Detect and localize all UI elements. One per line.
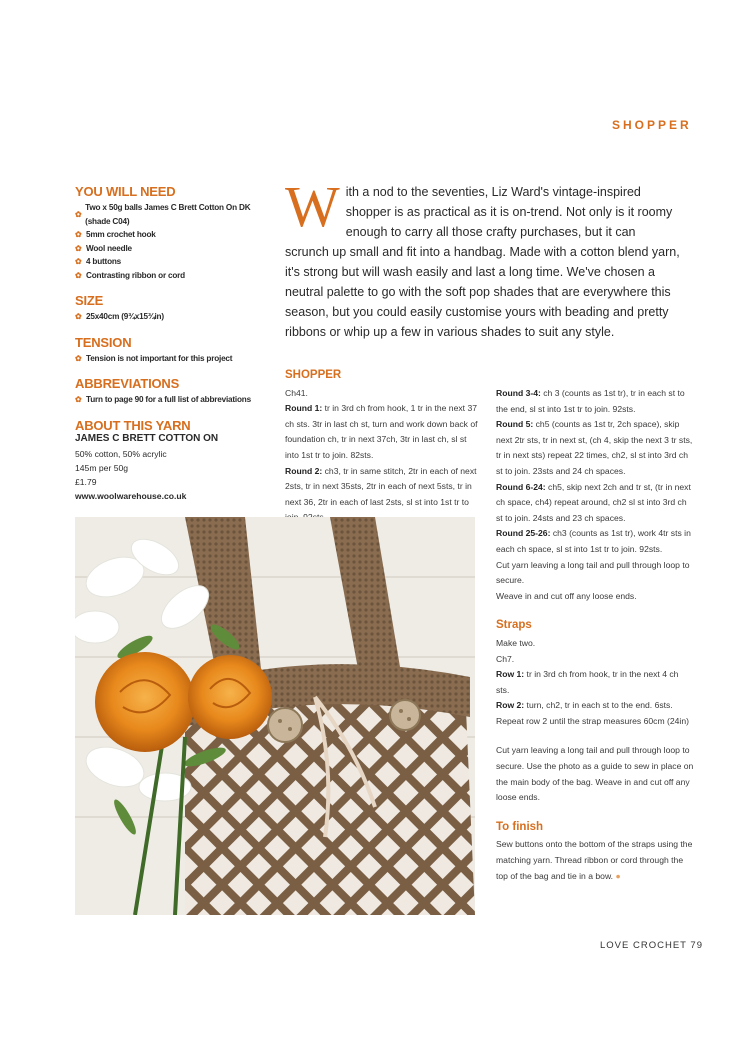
list-item: ✿ 25x40cm (9¾x15¾in) (75, 310, 275, 324)
list-item: ✿ Two x 50g balls James C Brett Cotton On DK (shade C04) (75, 203, 251, 226)
list-item: ✿ Contrasting ribbon or cord (75, 269, 275, 283)
cut-yarn-text: Cut yarn leaving a long tail and pull through loop to secure. (496, 559, 690, 586)
yarn-price: £1.79 (75, 476, 97, 487)
tension-heading: TENSION (75, 334, 132, 350)
size-heading: SIZE (75, 293, 104, 308)
round-2: Round 2: ch3, tr in same stitch, 2tr in each of next 2sts, tr in next 35sts, 2tr in each of next 5sts, tr in next 36, 2tr in each of last 2sts, sl st into 1st tr to (285, 465, 477, 507)
tension-block (75, 335, 275, 366)
round-3-4: Round 3-4: ch 3 (counts as 1st tr), tr in each st to the end, sl st into 1st tr to join. 92sts. (496, 388, 685, 414)
list-item: ✿ Wool needle (75, 242, 275, 256)
abbreviations-block (75, 376, 275, 407)
pattern-column-2 (496, 386, 694, 884)
make-two-text: Make two. (496, 637, 536, 648)
flower-bullet-icon: ✿ (75, 243, 82, 253)
flower-bullet-icon: ✿ (75, 395, 82, 404)
row-2: Row 2: turn, ch2, tr in each st to the end. 6sts. (496, 700, 673, 711)
to-finish-heading: To finish (496, 820, 544, 833)
list-item: ✿ 5mm crochet hook (75, 228, 275, 242)
yarn-url-link[interactable]: www.woolwarehouse.co.uk (75, 490, 187, 501)
round-5: Round 5: ch5 (counts as 1st tr, 2ch space), skip next 2tr sts, tr in next st, (ch 4, skip the next 3 tr sts, tr in next sts) repeat 22 times, ch2, sl st into 3rd ch st to join. 23sts and 24 ch spaces. (496, 419, 693, 476)
size-block (75, 293, 275, 324)
shopper-heading: SHOPPER (285, 369, 342, 381)
page-folio: LOVE CROCHET 79 (600, 940, 703, 951)
you-will-need-block (75, 184, 275, 282)
yarn-composition: 50% cotton, 50% acrylic (75, 448, 167, 459)
list-item: ✿ Tension is not important for this project (75, 352, 275, 366)
round-6-24: Round 6-24: ch5, skip next 2ch and tr st, (tr in next ch space, ch4) repeat around, ch2 sl st into 3rd ch st to join. 24sts and 23 ch spaces. (496, 481, 691, 523)
intro-paragraph (285, 174, 680, 342)
about-yarn-heading: ABOUT THIS YARN (75, 417, 191, 433)
abbreviations-heading: ABBREVIATIONS (75, 376, 180, 391)
flower-bullet-icon: ✿ (75, 257, 82, 266)
you-will-need-list (75, 201, 275, 282)
pattern-column-1 (285, 368, 480, 526)
flower-bullet-icon: ✿ (75, 209, 82, 219)
bag-photo (75, 517, 475, 915)
straps-cut-text: Cut yarn leaving a long tail and pull through loop to secure. Use the photo as a guide to sew in place on the main body of the bag. Weave in and cut off any loose ends. (496, 745, 694, 803)
end-mark-icon: ● (615, 870, 621, 881)
you-will-need-heading: YOU WILL NEED (75, 184, 176, 199)
weave-text: Weave in and cut off any loose ends. (496, 590, 637, 601)
yarn-length: 145m per 50g (75, 462, 129, 473)
drop-cap: W (285, 174, 340, 239)
sidebar (75, 184, 275, 503)
finish-text: Sew buttons onto the bottom of the straps using the matching yarn. Thread ribbon or cord through the top of the bag and tie in a bow. ● (496, 839, 693, 881)
round-1: Round 1: tr in 3rd ch from hook, 1 tr in the next 37 ch sts. 3tr in last ch st, turn and work down back of foundation ch, tr in next 37ch, 3tr in last ch, sl st into 1st tr to join. 82sts. (285, 403, 478, 460)
intro-text: ith a nod to the seventies, Liz Ward's vintage-inspired shopper is as practical as it is on-trend. Not only is it roomy enough to carry all those crafty purchases, but it can scrunch up small and fit into a handbag. Made with a cotton blend yarn, it's strong but will wash easily and last a long time. We've chosen a neutral palette to go with the soft pop shades that are everywhere this season, but you could easily customise yours with beading and pretty ribbons or whip up a few in various shades to suit any style. (285, 185, 680, 339)
row-1: Row 1: tr in 3rd ch from hook, tr in the next 4 ch sts. (496, 669, 679, 695)
list-item: ✿ Turn to page 90 for a full list of abbreviations (75, 393, 275, 407)
yarn-name: JAMES C BRETT COTTON ON (75, 432, 219, 444)
flower-bullet-icon: ✿ (75, 270, 82, 280)
round-25-26: Round 25-26: ch3 (counts as 1st tr), work 4tr sts in each ch space, sl st into 1st tr to join. 92sts. (496, 528, 691, 554)
list-item: ✿ 4 buttons (75, 255, 275, 269)
straps-heading: Straps (496, 619, 532, 632)
section-label: SHOPPER (612, 118, 692, 132)
ch41-text: Ch41. (285, 387, 308, 398)
bag-photo-illustration (75, 517, 475, 915)
flower-bullet-icon: ✿ (75, 353, 82, 363)
flower-bullet-icon: ✿ (75, 230, 82, 239)
flower-bullet-icon: ✿ (75, 312, 82, 321)
repeat-row-text: Repeat row 2 until the strap measures 60cm (24in) (496, 715, 689, 726)
ch7-text: Ch7. (496, 653, 515, 664)
